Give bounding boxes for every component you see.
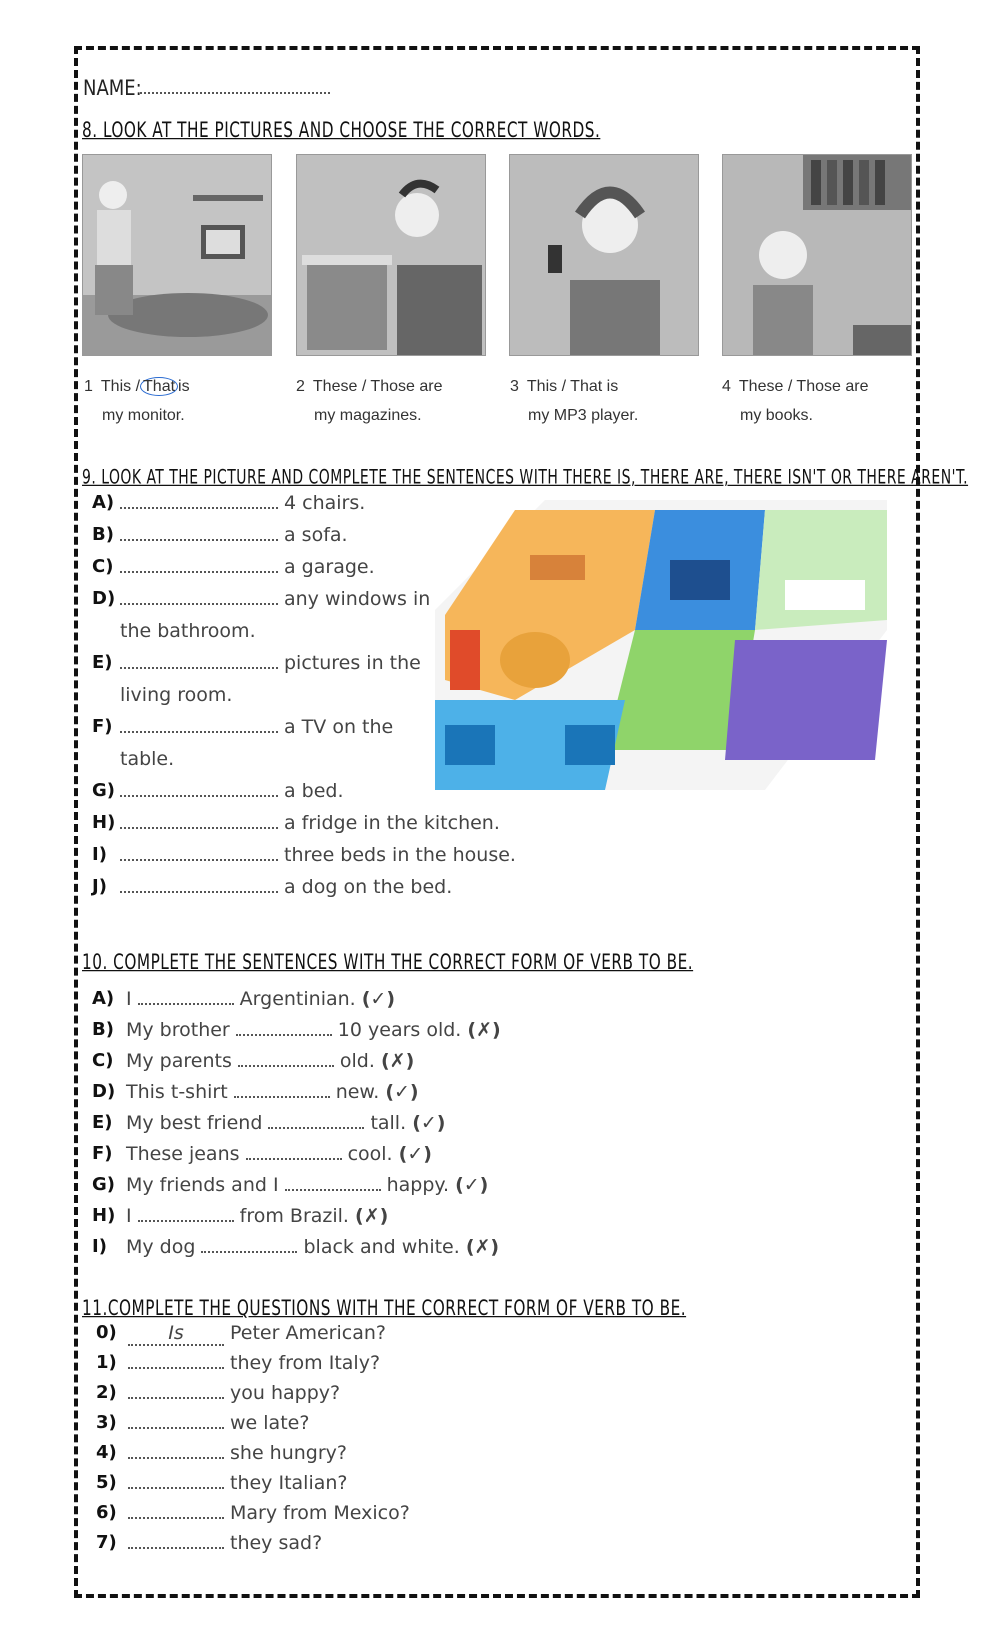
answer-blank[interactable] xyxy=(120,653,278,669)
ex10-item-rest: new. xyxy=(335,1081,380,1103)
ex10-item xyxy=(126,1174,488,1196)
answer-blank[interactable] xyxy=(120,877,278,893)
answer-blank[interactable] xyxy=(138,1206,234,1222)
ex8-caption-1: 1 This / That is my monitor. xyxy=(84,378,190,424)
ex9-item xyxy=(120,876,452,898)
answer-blank[interactable] xyxy=(128,1473,224,1489)
ex9-item-text: any windows in xyxy=(284,588,431,610)
answer-blank[interactable] xyxy=(246,1144,342,1160)
ex9-item-continuation: living room. xyxy=(120,684,233,706)
answer-blank[interactable] xyxy=(120,717,278,733)
ex10-item-subject: This t-shirt xyxy=(126,1081,228,1103)
ex9-item xyxy=(120,780,344,802)
ex11-item xyxy=(128,1502,410,1524)
answer-blank[interactable] xyxy=(128,1503,224,1519)
ex10-item xyxy=(126,1236,499,1258)
ex11-item xyxy=(128,1352,380,1374)
ex9-item-label: D) xyxy=(92,588,116,609)
ex10-item-subject: My brother xyxy=(126,1019,230,1041)
ex10-item-mark: (✓) xyxy=(455,1174,489,1196)
ex11-item xyxy=(128,1532,322,1554)
ex8-picture-3 xyxy=(509,154,699,356)
answer-blank[interactable] xyxy=(120,813,278,829)
ex11-item-text: they sad? xyxy=(230,1532,323,1554)
ex10-item-rest: from Brazil. xyxy=(239,1205,349,1227)
ex10-item-label: E) xyxy=(92,1112,113,1133)
ex10-item-mark: (✓) xyxy=(385,1081,419,1103)
ex10-item-rest: cool. xyxy=(347,1143,393,1165)
ex9-item-label: F) xyxy=(92,716,113,737)
ex10-item-mark: (✗) xyxy=(355,1205,389,1227)
ex9-item-text: a bed. xyxy=(284,780,344,802)
ex11-item-label: 1) xyxy=(96,1352,117,1373)
ex11-item-label: 2) xyxy=(96,1382,117,1403)
ex9-item-label: B) xyxy=(92,524,114,545)
ex9-item-text: pictures in the xyxy=(284,652,421,674)
ex10-item-subject: These jeans xyxy=(126,1143,240,1165)
ex9-item xyxy=(120,652,421,674)
ex9-item xyxy=(120,716,393,738)
circled-answer[interactable]: That xyxy=(140,377,178,396)
ex9-item xyxy=(120,588,430,610)
answer-blank[interactable] xyxy=(201,1237,297,1253)
ex8-caption-4: 4 These / Those are my books. xyxy=(722,378,869,424)
ex9-item xyxy=(120,524,348,546)
ex9-item xyxy=(120,844,516,866)
ex9-item xyxy=(120,812,500,834)
ex10-item-label: C) xyxy=(92,1050,114,1071)
ex10-item xyxy=(126,1050,414,1072)
ex11-item-text: they Italian? xyxy=(230,1472,348,1494)
ex9-item-label: A) xyxy=(92,492,115,513)
ex11-item-label: 4) xyxy=(96,1442,117,1463)
ex9-item-label: J) xyxy=(92,876,107,897)
ex9-item-label: G) xyxy=(92,780,116,801)
answer-blank[interactable] xyxy=(120,845,278,861)
ex8-caption-3: 3 This / That is my MP3 player. xyxy=(510,378,639,424)
ex10-item-subject: I xyxy=(126,1205,132,1227)
ex10-item-label: D) xyxy=(92,1081,116,1102)
answer-blank[interactable] xyxy=(285,1175,381,1191)
ex9-item-label: I) xyxy=(92,844,107,865)
ex9-item-text: three beds in the house. xyxy=(284,844,516,866)
ex9-item xyxy=(120,556,375,578)
answer-blank[interactable] xyxy=(128,1383,224,1399)
ex9-item-label: H) xyxy=(92,812,116,833)
answer-blank[interactable] xyxy=(238,1051,334,1067)
ex11-item-text: you happy? xyxy=(230,1382,341,1404)
ex11-item-text: Mary from Mexico? xyxy=(230,1502,410,1524)
ex11-item-label: 0) xyxy=(96,1322,117,1343)
ex10-item-subject: My best friend xyxy=(126,1112,263,1134)
ex9-title: 9. LOOK AT THE PICTURE AND COMPLETE THE SENTENCES WITH THERE IS, THERE ARE, THERE ISN'T OR THERE AREN'T. xyxy=(82,466,969,489)
ex10-item-label: F) xyxy=(92,1143,113,1164)
ex10-item-mark: (✓) xyxy=(412,1112,446,1134)
ex10-item-subject: I xyxy=(126,988,132,1010)
ex10-item-label: B) xyxy=(92,1019,114,1040)
ex10-item xyxy=(126,1081,419,1103)
answer-blank[interactable] xyxy=(236,1020,332,1036)
ex11-item-text: we late? xyxy=(230,1412,310,1434)
ex10-item xyxy=(126,1019,501,1041)
ex8-picture-4 xyxy=(722,154,912,356)
answer-blank[interactable] xyxy=(234,1082,330,1098)
answer-blank[interactable] xyxy=(120,589,278,605)
ex11-item-text: they from Italy? xyxy=(230,1352,381,1374)
ex10-item-rest: happy. xyxy=(386,1174,450,1196)
ex9-item-continuation: table. xyxy=(120,748,175,770)
ex10-title: 10. COMPLETE THE SENTENCES WITH THE CORRECT FORM OF VERB TO BE. xyxy=(82,950,694,975)
ex9-item xyxy=(120,492,365,514)
ex10-item-rest: old. xyxy=(339,1050,375,1072)
ex9-item-text: a dog on the bed. xyxy=(284,876,453,898)
ex10-item xyxy=(126,1112,445,1134)
ex9-item-continuation: the bathroom. xyxy=(120,620,256,642)
answer-blank[interactable] xyxy=(128,1533,224,1549)
ex10-item xyxy=(126,1143,432,1165)
ex10-item xyxy=(126,988,395,1010)
ex10-item-mark: (✗) xyxy=(467,1019,501,1041)
ex11-item xyxy=(128,1382,340,1404)
ex10-item-label: G) xyxy=(92,1174,116,1195)
answer-blank[interactable] xyxy=(120,493,278,509)
ex9-item-label: E) xyxy=(92,652,113,673)
answer-blank[interactable] xyxy=(120,781,278,797)
ex10-item-rest: black and white. xyxy=(303,1236,460,1258)
answer-blank[interactable] xyxy=(268,1113,364,1129)
ex10-item-mark: (✓) xyxy=(361,988,396,1010)
answer-blank[interactable] xyxy=(120,525,278,541)
ex11-item xyxy=(128,1412,309,1434)
ex9-item-text: a sofa. xyxy=(284,524,348,546)
ex11-title: 11.COMPLETE THE QUESTIONS WITH THE CORRECT FORM OF VERB TO BE. xyxy=(82,1296,687,1321)
ex8-picture-1 xyxy=(82,154,272,356)
ex11-item xyxy=(128,1322,386,1346)
name-input-line[interactable] xyxy=(140,92,330,94)
ex10-item-mark: (✓) xyxy=(398,1143,432,1165)
answer-blank[interactable] xyxy=(128,1413,224,1429)
ex9-item-label: C) xyxy=(92,556,114,577)
ex8-picture-2 xyxy=(296,154,486,356)
ex11-item-label: 3) xyxy=(96,1412,117,1433)
ex10-item-rest: 10 years old. xyxy=(337,1019,462,1041)
answer-blank[interactable] xyxy=(128,1353,224,1369)
ex8-title: 8. LOOK AT THE PICTURES AND CHOOSE THE CORRECT WORDS. xyxy=(82,118,601,143)
ex9-item-text: a garage. xyxy=(284,556,375,578)
ex9-item-text: a TV on the xyxy=(284,716,394,738)
house-illustration xyxy=(435,500,887,790)
ex10-item-label: A) xyxy=(92,988,115,1009)
ex11-item xyxy=(128,1472,348,1494)
ex10-item-mark: (✗) xyxy=(380,1050,415,1072)
ex9-item-text: 4 chairs. xyxy=(284,492,366,514)
ex11-item-text: she hungry? xyxy=(230,1442,347,1464)
ex11-item xyxy=(128,1442,347,1464)
ex10-item-mark: (✗) xyxy=(465,1236,500,1258)
answer-blank[interactable] xyxy=(138,989,234,1005)
ex10-item-subject: My friends and I xyxy=(126,1174,279,1196)
ex8-caption-2: 2 These / Those are my magazines. xyxy=(296,378,443,424)
ex10-item xyxy=(126,1205,388,1227)
ex10-item-rest: tall. xyxy=(370,1112,407,1134)
ex10-item-subject: My dog xyxy=(126,1236,196,1258)
ex9-item-text: a fridge in the kitchen. xyxy=(284,812,500,834)
ex10-item-label: H) xyxy=(92,1205,116,1226)
answer-blank[interactable] xyxy=(128,1443,224,1459)
name-label: NAME: xyxy=(83,76,142,102)
answer-blank[interactable] xyxy=(120,557,278,573)
ex11-item-label: 5) xyxy=(96,1472,117,1493)
ex11-item-text: Peter American? xyxy=(230,1322,386,1344)
ex11-item-label: 6) xyxy=(96,1502,117,1523)
ex10-item-label: I) xyxy=(92,1236,107,1257)
ex11-item-label: 7) xyxy=(96,1532,117,1553)
ex10-item-rest: Argentinian. xyxy=(239,988,356,1010)
ex11-answer-filled[interactable]: Is xyxy=(128,1322,224,1346)
ex10-item-subject: My parents xyxy=(126,1050,232,1072)
